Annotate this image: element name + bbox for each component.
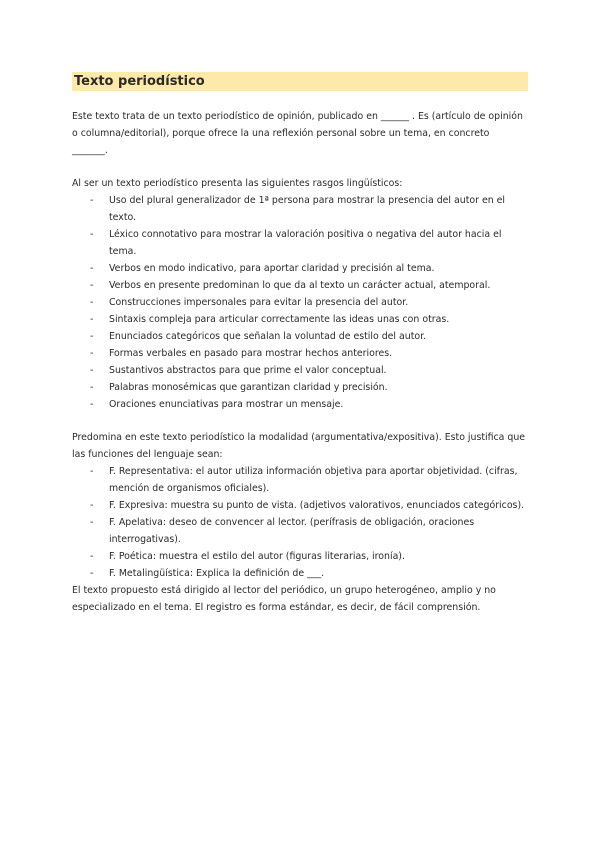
closing-paragraph: El texto propuesto está dirigido al lector del periódico, un grupo heterogéneo, amplio y no especializado en el tema. El registro es forma estándar, es decir, de fácil comprensión.: [72, 585, 496, 613]
page-title: Texto periodístico: [72, 72, 528, 91]
list-item: - Sustantivos abstractos para que prime el valor conceptual.: [72, 362, 528, 379]
list-item: - F. Metalingüística: Explica la definición de ___.: [72, 565, 528, 582]
list-item: - F. Poética: muestra el estilo del autor (figuras literarias, ironía).: [72, 548, 528, 565]
list-item: - Verbos en modo indicativo, para aportar claridad y precisión al tema.: [72, 260, 528, 277]
list-item: - Palabras monosémicas que garantizan claridad y precisión.: [72, 379, 528, 396]
list-item: - Formas verbales en pasado para mostrar hechos anteriores.: [72, 345, 528, 362]
rasgos-list: [72, 192, 528, 413]
list-item: - Oraciones enunciativas para mostrar un mensaje.: [72, 396, 528, 413]
list-item: - F. Apelativa: deseo de convencer al lector. (perífrasis de obligación, oraciones interrogativas).: [72, 514, 528, 548]
list-item: - Construcciones impersonales para evitar la presencia del autor.: [72, 294, 528, 311]
list-item: - Verbos en presente predominan lo que da al texto un carácter actual, atemporal.: [72, 277, 528, 294]
rasgos-lead: Al ser un texto periodístico presenta las siguientes rasgos lingüísticos:: [72, 178, 403, 189]
intro-paragraph: Este texto trata de un texto periodístico de opinión, publicado en ______ . Es (artículo de opinión o columna/editorial), porque ofrece la una reflexión personal sobre un tema, en concreto _______.: [72, 111, 523, 156]
list-item: - Enunciados categóricos que señalan la voluntad de estilo del autor.: [72, 328, 528, 345]
funciones-list: [72, 463, 528, 582]
document-page: [72, 72, 528, 616]
list-item: - Uso del plural generalizador de 1ª persona para mostrar la presencia del autor en el texto.: [72, 192, 528, 226]
list-item: - Sintaxis compleja para articular correctamente las ideas unas con otras.: [72, 311, 528, 328]
list-item: - Léxico connotativo para mostrar la valoración positiva o negativa del autor hacia el tema.: [72, 226, 528, 260]
list-item: - F. Expresiva: muestra su punto de vista. (adjetivos valorativos, enunciados categóricos).: [72, 497, 528, 514]
list-item: - F. Representativa: el autor utiliza información objetiva para aportar objetividad. (cifras, mención de organismos oficiales).: [72, 463, 528, 497]
funciones-lead: Predomina en este texto periodístico la modalidad (argumentativa/expositiva). Esto justifica que las funciones del lenguaje sean:: [72, 432, 526, 460]
